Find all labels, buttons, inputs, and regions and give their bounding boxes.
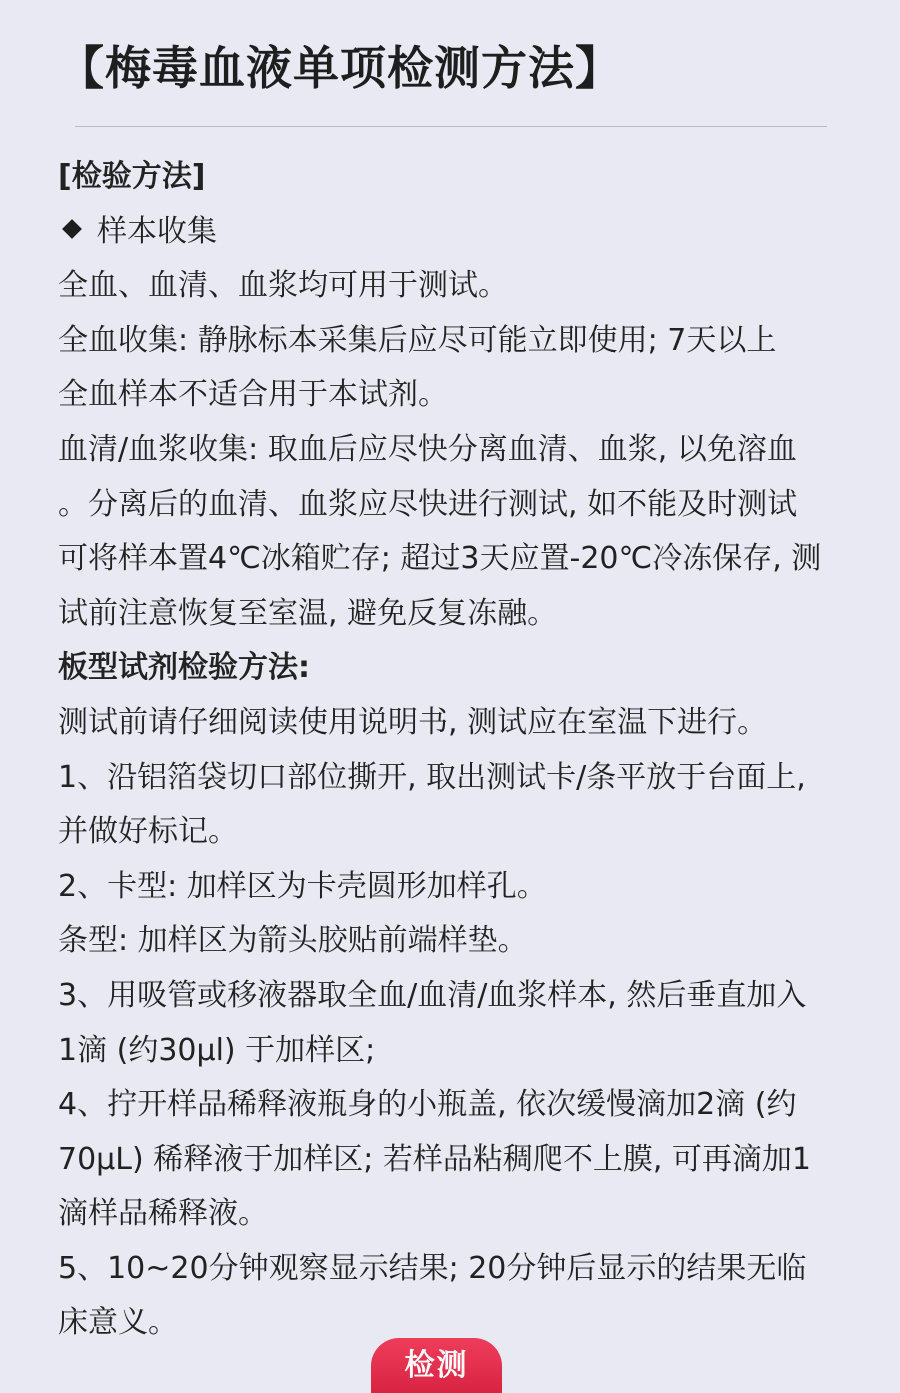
step-line: 5、10~20分钟观察显示结果; 20分钟后显示的结果无临 [58,1250,807,1286]
step-line: 床意义。 [58,1305,178,1341]
text-line: 试前注意恢复至室温, 避免反复冻融。 [58,595,558,631]
method-heading: 板型试剂检验方法: [58,650,310,686]
text-line: 全血、血清、血浆均可用于测试。 [58,268,508,304]
page-title: 【梅毒血液单项检测方法】 [58,41,622,95]
step-line: 70μL) 稀释液于加样区; 若样品粘稠爬不上膜, 可再滴加1 [58,1141,812,1177]
sample-heading-row [58,205,848,260]
title-divider [75,126,827,127]
text-line: 全血收集: 静脉标本采集后应尽可能立即使用; 7天以上 [58,322,777,358]
text-line: 。分离后的血清、血浆应尽快进行测试, 如不能及时测试 [58,486,798,522]
step-line: 4、拧开样品稀释液瓶身的小瓶盖, 依次缓慢滴加2滴 (约 [58,1087,797,1123]
section-heading: [检验方法] [58,159,206,194]
sample-heading: 样本收集 [97,213,217,249]
step-line: 3、用吸管或移液器取全血/血清/血浆样本, 然后垂直加入 [58,977,807,1013]
step-line: 测试前请仔细阅读使用说明书, 测试应在室温下进行。 [58,704,768,740]
text-line: 可将样本置4℃冰箱贮存; 超过3天应置-20℃冷冻保存, 测 [58,541,822,577]
step-line: 1、沿铝箔袋切口部位撕开, 取出测试卡/条平放于台面上, [58,759,806,795]
detect-button[interactable]: 检测 [371,1338,502,1393]
step-line: 1滴 (约30μl) 于加样区; [58,1032,376,1068]
text-line: 全血样本不适合用于本试剂。 [58,377,448,413]
step-line: 2、卡型: 加样区为卡壳圆形加样孔。 [58,868,547,904]
step-line: 并做好标记。 [58,814,238,850]
step-line: 滴样品稀释液。 [58,1196,268,1232]
step-line: 条型: 加样区为箭头胶贴前端样垫。 [58,923,528,959]
text-line: 血清/血浆收集: 取血后应尽快分离血清、血浆, 以免溶血 [58,431,797,467]
content [58,150,848,1351]
diamond-bullet-icon [62,219,82,239]
